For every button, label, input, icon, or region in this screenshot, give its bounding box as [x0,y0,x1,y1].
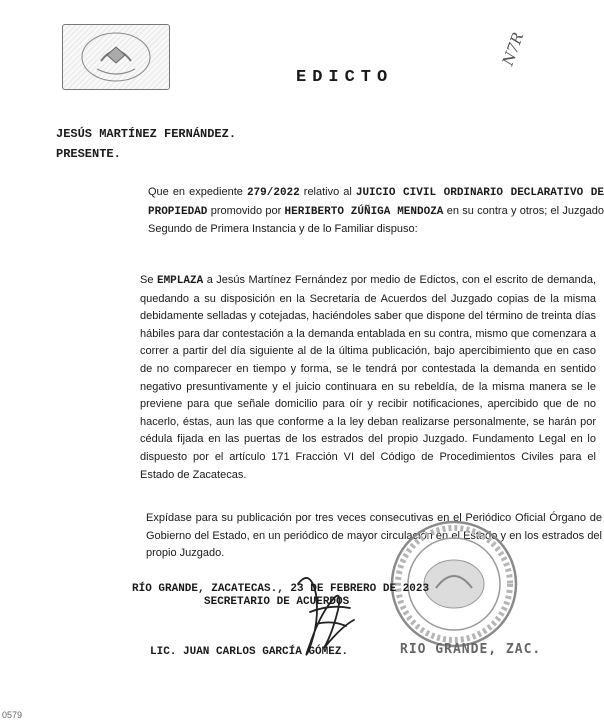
coat-of-arms-seal [62,24,170,90]
p1-text-3: promovido por [207,204,285,217]
place-and-date: RÍO GRANDE, ZACATECAS., 23 DE FEBRERO DE 2023 [132,583,430,595]
handwritten-note: N7R [498,29,528,69]
location-stamp: RIO GRANDE, ZAC. [400,642,542,657]
paragraph-emplazamiento [62,272,596,484]
plaintiff-name: HERIBERTO ZÚÑIGA MENDOZA [284,205,444,218]
trial-type: JUICIO CIVIL ORDINARIO DECLARATIVO DE PROPIEDAD [148,187,604,218]
p2-text-1: Se [140,274,157,286]
paragraph-publicacion: Expídase para su publicación por tres veces consecutivas en el Periódico Oficial Órgano de Gobierno del Estado, en un periódico de mayor circulación en el Estado y en los estrados del propio Juzgado. [146,512,602,560]
addressee-name: JESÚS MARTÍNEZ FERNÁNDEZ. [56,127,237,141]
emplaza-keyword: EMPLAZA [156,275,204,287]
p1-text-2: relativo al [299,186,356,198]
p1-text-4: en su contra y otros; el Juzgado Segundo de Primera Instancia y de lo Familiar dispuso: [148,204,604,236]
signer-office: SECRETARIO DE ACUERDOS [204,596,350,608]
case-number: 279/2022 [246,187,300,199]
document-title: EDICTO [296,68,394,87]
signer-name: LIC. JUAN CARLOS GARCÍA GÓMEZ. [150,646,349,658]
addressee-presente: PRESENTE. [56,147,121,161]
corner-page-number: 0579 [2,710,23,720]
p2-text-2: a Jesús Martínez Fernández por medio de Edictos, con el escrito de demanda, quedando a su disposición en la Secretaria de Acuerdos del Juzgado copias de la misma debidamente selladas y cotejadas, haciéndoles saber que dispone del término de treinta días hábiles para dar contestación a la demanda entablada en su contra, mismo que comenzara a correr a partir del día siguiente al de la última publicación, bajo apercibimiento que en caso de no comparecer en tiempo y forma, se le tendrá por contestada la demanda en sentido negativo presuntivamente y el juicio continuara en su rebeldía, de la misma manera se le previene para que señale domicilio para oír y recibir notificaciones, apercibido que de no hacerlo, éstas, aun las que conforme a la ley deban realizarse personalmente, se harán por cédula fijada en las puertas de los estrados del propio Juzgado. Fundamento Legal en lo dispuesto por el artículo 171 Fracción VI del Código de Procedimientos Civiles para el Estado de Zacatecas. [140,274,597,481]
addressee-block [56,124,236,164]
paragraph-expediente [62,184,604,239]
p1-text-1: Que en expediente [148,186,247,198]
